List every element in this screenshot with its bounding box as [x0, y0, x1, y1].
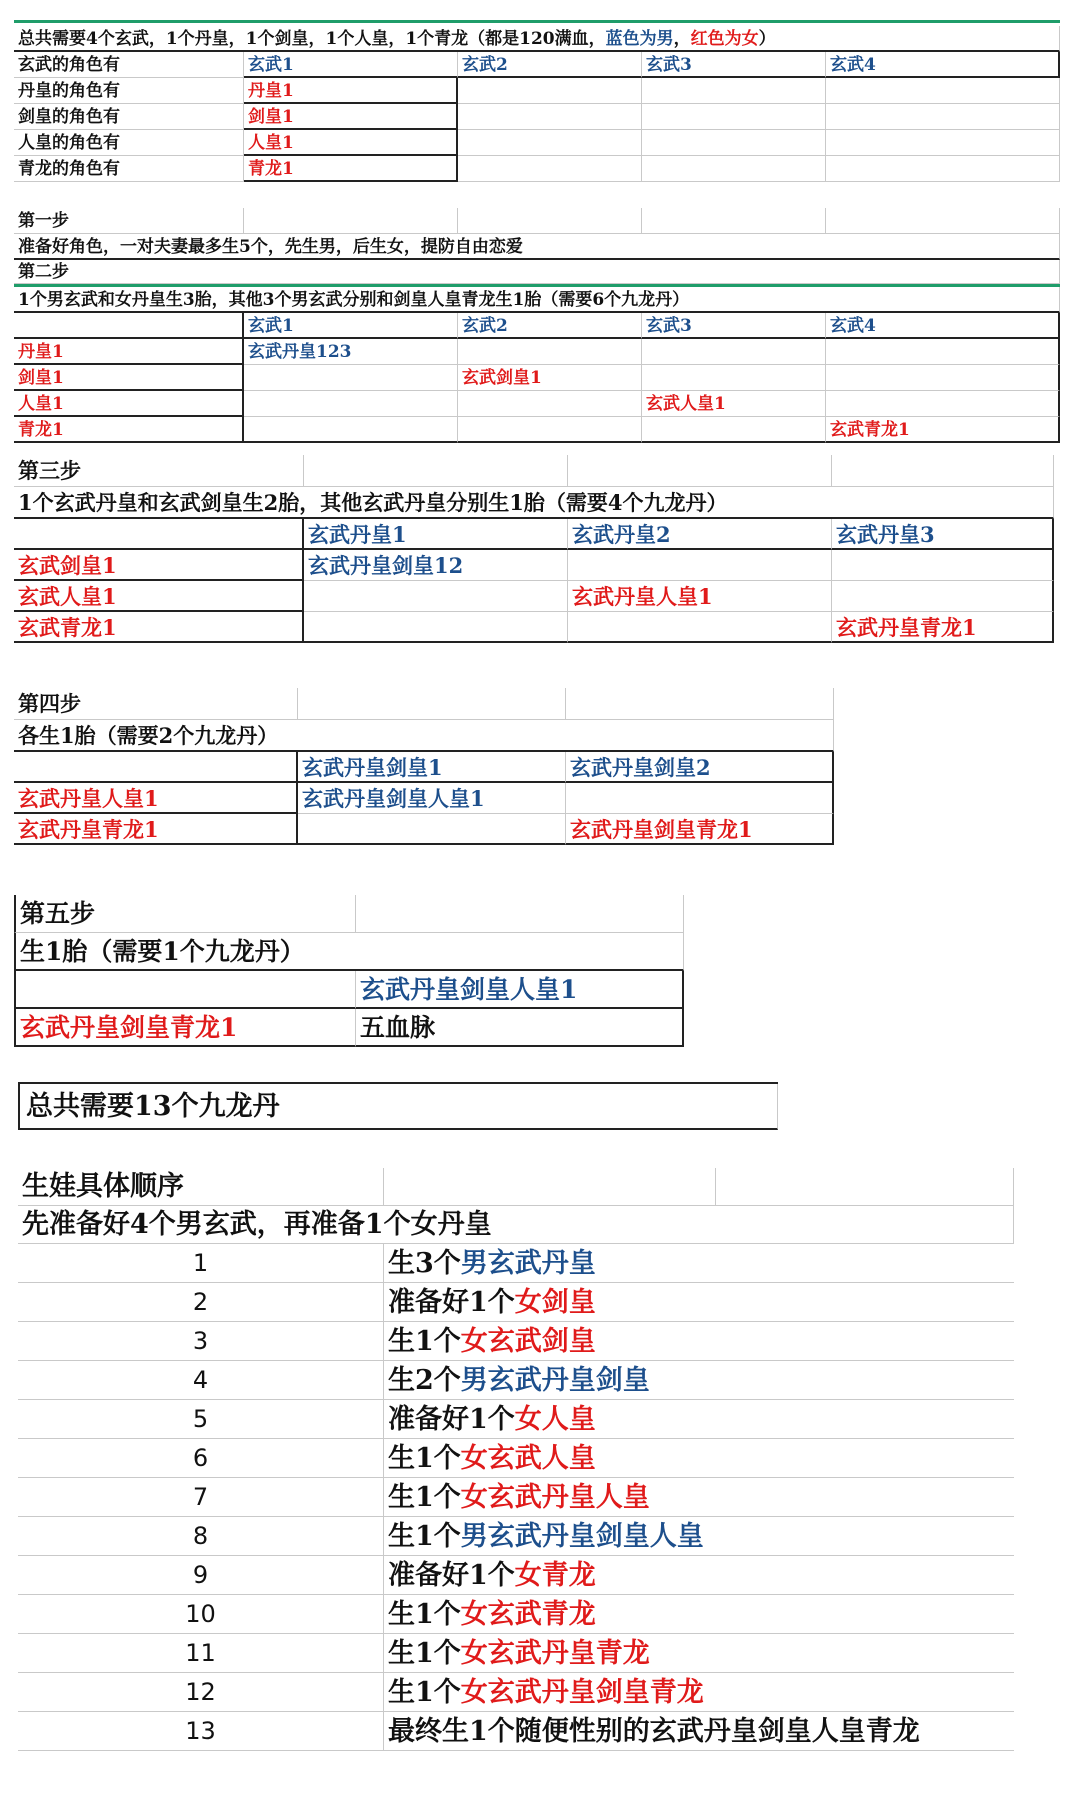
order-step-segment: 最终生1个随便性别的玄武丹皇剑皇人皇青龙 — [388, 1716, 920, 1747]
order-row — [18, 1361, 1014, 1400]
roles-cell: 玄武3 — [642, 52, 826, 78]
order-step-segment: 女剑皇 — [514, 1287, 596, 1318]
order-step-segment: 女玄武人皇 — [460, 1443, 596, 1474]
step4-cell: 玄武丹皇剑皇青龙1 — [566, 814, 834, 845]
roles-label: 丹皇的角色有 — [14, 78, 244, 104]
roles-cell — [458, 130, 642, 156]
order-step-segment: 生1个 — [388, 1638, 461, 1669]
step2-label: 丹皇1 — [14, 339, 244, 365]
roles-cell: 玄武4 — [826, 52, 1060, 78]
order-number: 10 — [18, 1595, 384, 1634]
order-number: 5 — [18, 1400, 384, 1439]
order-step-segment: 女玄武青龙 — [460, 1599, 596, 1630]
order-subtitle: 先准备好4个男玄武，再准备1个女丹皇 — [18, 1206, 1014, 1244]
step3-cell — [832, 550, 1054, 581]
roles-row — [14, 52, 1060, 78]
step2-row — [14, 417, 1060, 443]
roles-label: 玄武的角色有 — [14, 52, 244, 78]
order-step — [384, 1556, 1014, 1595]
step3-cell: 玄武丹皇青龙1 — [832, 612, 1054, 643]
step5-header: 玄武丹皇剑皇人皇1 — [356, 971, 684, 1009]
order-step — [384, 1634, 1014, 1673]
step3-title: 第三步 — [14, 455, 304, 487]
step3-cell — [304, 581, 568, 612]
total-text: 总共需要13个九龙丹 — [18, 1084, 778, 1130]
order-step — [384, 1322, 1014, 1361]
order-step-segment: 男玄武丹皇剑皇 — [460, 1365, 650, 1396]
order-step-segment: 女玄武剑皇 — [460, 1326, 596, 1357]
roles-label: 青龙的角色有 — [14, 156, 244, 182]
step2-row — [14, 391, 1060, 417]
step2-cell — [642, 417, 826, 443]
roles-cell — [458, 156, 642, 182]
step3-label: 玄武青龙1 — [14, 612, 304, 643]
order-step-segment: 准备好1个 — [388, 1404, 515, 1435]
step2-cell — [642, 365, 826, 391]
step4-label: 玄武丹皇人皇1 — [14, 783, 298, 814]
order-number: 6 — [18, 1439, 384, 1478]
top-divider — [14, 20, 1060, 23]
roles-row — [14, 104, 1060, 130]
order-row — [18, 1478, 1014, 1517]
step3-cell: 玄武丹皇人皇1 — [568, 581, 832, 612]
order-step — [384, 1517, 1014, 1556]
section-step4 — [14, 688, 834, 845]
step3-label: 玄武人皇1 — [14, 581, 304, 612]
order-step-segment: 女青龙 — [514, 1560, 596, 1591]
step3-cell — [568, 612, 832, 643]
order-number: 3 — [18, 1322, 384, 1361]
order-number: 7 — [18, 1478, 384, 1517]
order-step-segment: 准备好1个 — [388, 1287, 515, 1318]
order-row — [18, 1400, 1014, 1439]
order-number: 1 — [18, 1244, 384, 1283]
order-step — [384, 1478, 1014, 1517]
step3-row — [14, 612, 1054, 643]
order-step — [384, 1595, 1014, 1634]
roles-cell — [826, 130, 1060, 156]
step5-title: 第五步 — [14, 895, 356, 933]
order-step-segment: 女人皇 — [514, 1404, 596, 1435]
roles-cell — [826, 78, 1060, 104]
roles-label: 人皇的角色有 — [14, 130, 244, 156]
step5-label: 玄武丹皇剑皇青龙1 — [14, 1009, 356, 1047]
order-row — [18, 1556, 1014, 1595]
intro-segment: 红色为女 — [690, 29, 759, 49]
step2-cell — [458, 339, 642, 365]
order-step — [384, 1283, 1014, 1322]
step2-row — [14, 339, 1060, 365]
order-step — [384, 1673, 1014, 1712]
roles-cell: 丹皇1 — [244, 78, 458, 104]
order-step — [384, 1400, 1014, 1439]
step4-header-cell: 玄武丹皇剑皇1 — [298, 752, 566, 783]
section-step5 — [14, 895, 684, 1047]
step2-label: 人皇1 — [14, 391, 244, 417]
step4-cell: 玄武丹皇剑皇人皇1 — [298, 783, 566, 814]
step3-header-cell: 玄武丹皇2 — [568, 519, 832, 550]
step4-row — [14, 783, 834, 814]
order-row — [18, 1595, 1014, 1634]
step2-divider — [14, 284, 1060, 287]
step2-corner — [14, 313, 244, 339]
order-row — [18, 1517, 1014, 1556]
order-row — [18, 1283, 1014, 1322]
roles-cell: 人皇1 — [244, 130, 458, 156]
section-step3 — [14, 455, 1054, 643]
step2-label: 剑皇1 — [14, 365, 244, 391]
roles-cell — [826, 104, 1060, 130]
step4-cell — [298, 814, 566, 845]
roles-cell: 剑皇1 — [244, 104, 458, 130]
step2-label: 青龙1 — [14, 417, 244, 443]
step4-label: 玄武丹皇青龙1 — [14, 814, 298, 845]
roles-row — [14, 130, 1060, 156]
order-number: 13 — [18, 1712, 384, 1751]
step5-text: 生1胎（需要1个九龙丹） — [14, 933, 684, 971]
step3-header-cell: 玄武丹皇1 — [304, 519, 568, 550]
step2-header-cell: 玄武2 — [458, 313, 642, 339]
roles-row — [14, 78, 1060, 104]
intro-segment: ， — [673, 29, 691, 49]
step3-label: 玄武剑皇1 — [14, 550, 304, 581]
step2-cell — [244, 365, 458, 391]
step2-cell: 玄武人皇1 — [642, 391, 826, 417]
order-step-segment: 生2个 — [388, 1365, 461, 1396]
order-number: 2 — [18, 1283, 384, 1322]
step1-title: 第一步 — [14, 208, 244, 234]
order-number: 12 — [18, 1673, 384, 1712]
step3-header-cell: 玄武丹皇3 — [832, 519, 1054, 550]
section-order — [18, 1168, 1014, 1751]
order-step-segment: 女玄武丹皇青龙 — [460, 1638, 650, 1669]
order-step — [384, 1244, 1014, 1283]
step4-cell — [566, 783, 834, 814]
step3-cell — [304, 612, 568, 643]
step4-row — [14, 814, 834, 845]
step2-cell — [458, 417, 642, 443]
step2-cell — [826, 391, 1060, 417]
step2-cell — [244, 391, 458, 417]
roles-cell — [642, 130, 826, 156]
order-row — [18, 1322, 1014, 1361]
roles-cell — [458, 78, 642, 104]
roles-label: 剑皇的角色有 — [14, 104, 244, 130]
step2-cell — [642, 339, 826, 365]
order-step — [384, 1712, 1014, 1751]
step4-header-cell: 玄武丹皇剑皇2 — [566, 752, 834, 783]
roles-cell — [826, 156, 1060, 182]
step3-row — [14, 550, 1054, 581]
step2-header-row — [14, 313, 1060, 339]
step4-title: 第四步 — [14, 688, 298, 720]
step2-cell — [244, 417, 458, 443]
order-number: 8 — [18, 1517, 384, 1556]
roles-cell: 青龙1 — [244, 156, 458, 182]
order-title: 生娃具体顺序 — [18, 1168, 384, 1206]
order-row — [18, 1712, 1014, 1751]
order-row — [18, 1673, 1014, 1712]
order-step-segment: 男玄武丹皇 — [460, 1248, 596, 1279]
step4-header-row — [14, 752, 834, 783]
order-step-segment: 女玄武丹皇人皇 — [460, 1482, 650, 1513]
step2-cell — [826, 339, 1060, 365]
step3-cell — [568, 550, 832, 581]
step3-corner — [14, 519, 304, 550]
step2-cell — [458, 391, 642, 417]
step3-text: 1个玄武丹皇和玄武剑皇生2胎，其他玄武丹皇分别生1胎（需要4个九龙丹） — [14, 487, 1054, 519]
step2-cell — [826, 365, 1060, 391]
step3-cell: 玄武丹皇剑皇12 — [304, 550, 568, 581]
step2-cell: 玄武丹皇123 — [244, 339, 458, 365]
order-step-segment: 生1个 — [388, 1521, 461, 1552]
roles-cell — [458, 104, 642, 130]
order-step-segment: 生1个 — [388, 1326, 461, 1357]
order-step-segment: 生3个 — [388, 1248, 461, 1279]
roles-cell — [642, 156, 826, 182]
order-step-segment: 女玄武丹皇剑皇青龙 — [460, 1677, 704, 1708]
order-number: 9 — [18, 1556, 384, 1595]
section-total — [18, 1082, 778, 1130]
order-step-segment: 准备好1个 — [388, 1560, 515, 1591]
step2-title: 第二步 — [14, 260, 1060, 284]
order-row — [18, 1634, 1014, 1673]
order-step-segment: 生1个 — [388, 1599, 461, 1630]
order-number: 11 — [18, 1634, 384, 1673]
roles-cell — [642, 104, 826, 130]
order-step-segment: 生1个 — [388, 1677, 461, 1708]
order-step-segment: 生1个 — [388, 1443, 461, 1474]
intro-segment: ） — [758, 29, 776, 49]
order-step — [384, 1439, 1014, 1478]
step2-text: 1个男玄武和女丹皇生3胎，其他3个男玄武分别和剑皇人皇青龙生1胎（需要6个九龙丹） — [14, 287, 1060, 313]
intro-text — [14, 26, 1060, 52]
roles-cell: 玄武2 — [458, 52, 642, 78]
step3-row — [14, 581, 1054, 612]
order-row — [18, 1439, 1014, 1478]
step2-row — [14, 365, 1060, 391]
order-row — [18, 1244, 1014, 1283]
step2-header-cell: 玄武4 — [826, 313, 1060, 339]
step2-header-cell: 玄武1 — [244, 313, 458, 339]
step2-header-cell: 玄武3 — [642, 313, 826, 339]
intro-segment: 总共需要4个玄武，1个丹皇，1个剑皇，1个人皇，1个青龙（都是120满血， — [18, 29, 606, 49]
order-step-segment: 生1个 — [388, 1482, 461, 1513]
order-number: 4 — [18, 1361, 384, 1400]
step4-corner — [14, 752, 298, 783]
intro-segment: 蓝色为男 — [605, 29, 674, 49]
roles-cell: 玄武1 — [244, 52, 458, 78]
step2-cell: 玄武青龙1 — [826, 417, 1060, 443]
step2-cell: 玄武剑皇1 — [458, 365, 642, 391]
step4-text: 各生1胎（需要2个九龙丹） — [14, 720, 834, 752]
step5-result: 五血脉 — [356, 1009, 684, 1047]
order-step-segment: 男玄武丹皇剑皇人皇 — [460, 1521, 704, 1552]
section-roles-and-step2 — [14, 20, 1060, 443]
step1-text: 准备好角色，一对夫妻最多生5个，先生男，后生女，提防自由恋爱 — [14, 234, 1060, 260]
step3-cell — [832, 581, 1054, 612]
step3-header-row — [14, 519, 1054, 550]
order-step — [384, 1361, 1014, 1400]
roles-cell — [642, 78, 826, 104]
roles-row — [14, 156, 1060, 182]
